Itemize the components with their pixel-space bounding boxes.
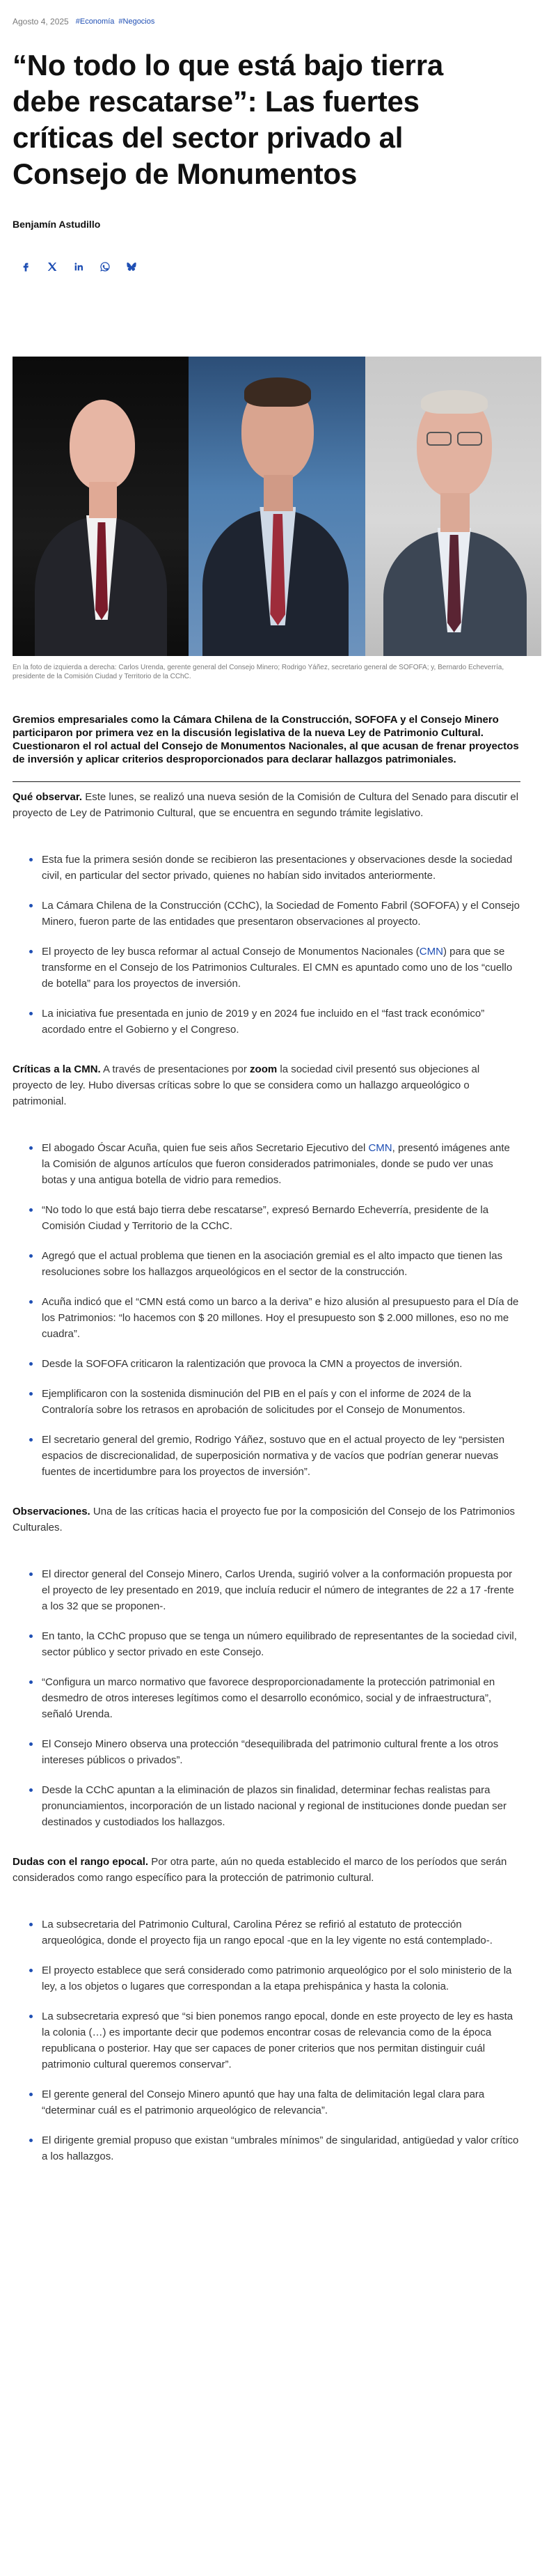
list-item: El director general del Consejo Minero, Carlos Urenda, sugirió volver a la conformación propuesta por el proyecto de ley presentado en 2019, que incluía reducir el número de integrantes de 22 a 17 -frente a los 32 que se proponen-. (42, 1566, 520, 1614)
photo-caption: En la foto de izquierda a derecha: Carlos Urenda, gerente general del Consejo Minero; Rodrigo Yáñez, secretario general de SOFOFA; y, Bernardo Echeverría, presidente de la Comisión Ciudad y Territorio de la CChC. (13, 664, 504, 680)
list-item: Desde la SOFOFA criticaron la ralentización que provoca la CMN a proyectos de inversión. (42, 1356, 520, 1372)
list-item: En tanto, la CChC propuso que se tenga un número equilibrado de representantes de la sociedad civil, sector público y sector privado en este Consejo. (42, 1628, 520, 1660)
paragraph-text: Este lunes, se realizó una nueva sesión de la Comisión de Cultura del Senado para discutir el proyecto de Ley de Patrimonio Cultural, que se encuentra en segundo trámite legislativo. (13, 791, 519, 819)
list-item: El proyecto establece que será considerado como patrimonio arqueológico por el solo ministerio de la ley, a los objetos o lugares que correspondan a la etapa prehispánica y hasta la colonia. (42, 1962, 520, 1995)
section-criticas (13, 1061, 520, 1109)
list-item: Ejemplificaron con la sostenida disminución del PIB en el país y con el informe de 2024 de la Contraloría sobre los retrasos en aprobación de solicitudes por el Consejo de Monumentos. (42, 1386, 520, 1418)
tag-negocios[interactable]: #Negocios (118, 17, 155, 26)
section-rango-epocal (13, 1854, 520, 1886)
list-item: La subsecretaria del Patrimonio Cultural, Carolina Pérez se refirió al estatuto de protección arqueológica, donde el proyecto fija un rango epocal -que en la ley vigente no está contemplado-. (42, 1917, 520, 1949)
paragraph (13, 789, 520, 821)
list-item: La subsecretaria expresó que “si bien ponemos rango epocal, donde en este proyecto de ley es hasta la colonia (…) es importante decir que podemos encontrar cosas de relevancia como de la época republicana o posterior. Hay que ser capaces de poner criterios que nos permitan distinguir cuál patrimonio cultural queremos conservar”. (42, 2008, 520, 2072)
section-kicker: Qué observar. (13, 791, 83, 803)
list-item: Agregó que el actual problema que tienen en la asociación gremial es el alto impacto que tienen las resoluciones sobre los hallazgos arqueológicos en el sector de la construcción. (42, 1248, 520, 1280)
list-item (42, 944, 520, 992)
list-item: Esta fue la primera sesión donde se recibieron las presentaciones y observaciones desde la sociedad civil, en particular del sector privado, quienes no habían sido invitados anteriormente. (42, 852, 520, 884)
tag-economia[interactable]: #Economía (75, 17, 115, 26)
list-item: Desde la CChC apuntan a la eliminación de plazos sin finalidad, determinar fechas realistas para pronunciamientos, incorporación de un listado nacional y regional de instituciones donde puedan ser destinados y custodiados los hallazgos. (42, 1782, 520, 1830)
list-item: “No todo lo que está bajo tierra debe rescatarse”, expresó Bernardo Echeverría, presidente de la Comisión Ciudad y Territorio de la CChC. (42, 1202, 520, 1234)
section-observaciones (13, 1504, 520, 1536)
article-lede: Gremios empresariales como la Cámara Chilena de la Construcción, SOFOFA y el Consejo Minero participaron por primera vez en la discusión legislativa de la nueva Ley de Patrimonio Cultural. Cuestionaron el rol actual del Consejo de Monumentos Nacionales, al que acusan de frenar proyectos de inversión y aplicar criterios desproporcionados para declarar hallazgos patrimoniales. (13, 713, 520, 782)
x-icon[interactable] (46, 260, 58, 273)
list-item: “Configura un marco normativo que favorece desproporcionadamente la protección patrimonial en desmedro de otros intereses legítimos como el desarrollo económico, social y de infraestructura”, señaló Urenda. (42, 1674, 520, 1722)
share-bar (13, 260, 529, 273)
list-item: El Consejo Minero observa una protección “desequilibrada del patrimonio cultural frente a los otros intereses públicos o privados”. (42, 1736, 520, 1768)
bullet-list (13, 1917, 520, 2164)
list-item-text: El proyecto de ley busca reformar al actual Consejo de Monumentos Nacionales ( (42, 946, 420, 958)
zoom-term: zoom (250, 1063, 278, 1075)
facebook-icon[interactable] (19, 260, 32, 273)
bullet-list (13, 852, 520, 1038)
article-meta (13, 0, 529, 26)
list-item: El gerente general del Consejo Minero apuntó que hay una falta de delimitación legal clara para “determinar cuál es el patrimonio arqueológico de relevancia”. (42, 2086, 520, 2118)
paragraph (13, 1504, 520, 1536)
paragraph-text: Una de las críticas hacia el proyecto fue por la composición del Consejo de los Patrimonios Culturales. (13, 1506, 516, 1533)
paragraph-text: Por otra parte, aún no queda establecido el marco de los períodos que serán considerados como rango específico para la protección de patrimonio cultural. (13, 1856, 507, 1884)
list-item: La Cámara Chilena de la Construcción (CChC), la Sociedad de Fomento Fabril (SOFOFA) y el Consejo Minero, fueron parte de las entidades que presentaron observaciones al proyecto. (42, 898, 520, 930)
paragraph-text: la sociedad civil presentó sus objeciones al proyecto de ley. Hubo diversas críticas sobre lo que se considera como un hallazgo arqueológico o patrimonial. (13, 1063, 480, 1107)
list-item-text: , presentó imágenes ante la Comisión de algunos artículos que fueron considerados patrimoniales, donde se pudo ver unas botas y una antigua botella de vidrio para remedios. (42, 1142, 510, 1186)
list-item: El secretario general del gremio, Rodrigo Yáñez, sostuvo que en el actual proyecto de ley “persisten espacios de discrecionalidad, de superposición normativa y de vacíos que podrían generar nuevas fuentes de incertidumbre para los proyectos de inversión”. (42, 1432, 520, 1480)
article-photo (13, 357, 541, 656)
paragraph (13, 1061, 520, 1109)
article-title: “No todo lo que está bajo tierra debe rescatarse”: Las fuertes críticas del sector privado al Consejo de Monumentos (13, 49, 444, 190)
list-item: La iniciativa fue presentada en junio de 2019 y en 2024 fue incluido en el “fast track económico” acordado entre el Gobierno y el Congreso. (42, 1006, 520, 1038)
whatsapp-icon[interactable] (99, 260, 111, 273)
tag-list (76, 17, 155, 26)
cmn-link[interactable]: CMN (368, 1142, 392, 1154)
photo-panel-urenda (13, 357, 189, 656)
author-name[interactable]: Benjamín Astudillo (13, 219, 101, 230)
publish-date: Agosto 4, 2025 (13, 17, 69, 26)
bullet-list (13, 1566, 520, 1830)
paragraph (13, 1854, 520, 1886)
list-item: El dirigente gremial propuso que existan “umbrales mínimos” de singularidad, antigüedad y valor crítico a los hallazgos. (42, 2132, 520, 2164)
bluesky-icon[interactable] (125, 260, 138, 273)
list-item (42, 1140, 520, 1188)
section-que-observar (13, 789, 520, 821)
section-kicker: Observaciones. (13, 1506, 90, 1517)
photo-panel-echeverria (365, 357, 541, 656)
cmn-link[interactable]: CMN (419, 946, 443, 958)
section-kicker: Críticas a la CMN. (13, 1063, 101, 1075)
section-kicker: Dudas con el rango epocal. (13, 1856, 149, 1868)
list-item-text: El abogado Óscar Acuña, quien fue seis años Secretario Ejecutivo del (42, 1142, 369, 1154)
linkedin-icon[interactable] (72, 260, 85, 273)
bullet-list (13, 1140, 520, 1480)
photo-panel-yanez (189, 357, 365, 656)
list-item-text: ) para que se transforme en el Consejo de los Patrimonios Culturales. El CMN es apuntado como uno de los “cuello de botella” para los proyectos de inversión. (42, 946, 513, 990)
paragraph-text: A través de presentaciones por (100, 1063, 250, 1075)
list-item: Acuña indicó que el “CMN está como un barco a la deriva” e hizo alusión al presupuesto para el Día de los Patrimonios: “lo hacemos con $ 20 millones. Hoy el presupuesto son $ 2.000 millones, eso no me cuadra”. (42, 1294, 520, 1342)
